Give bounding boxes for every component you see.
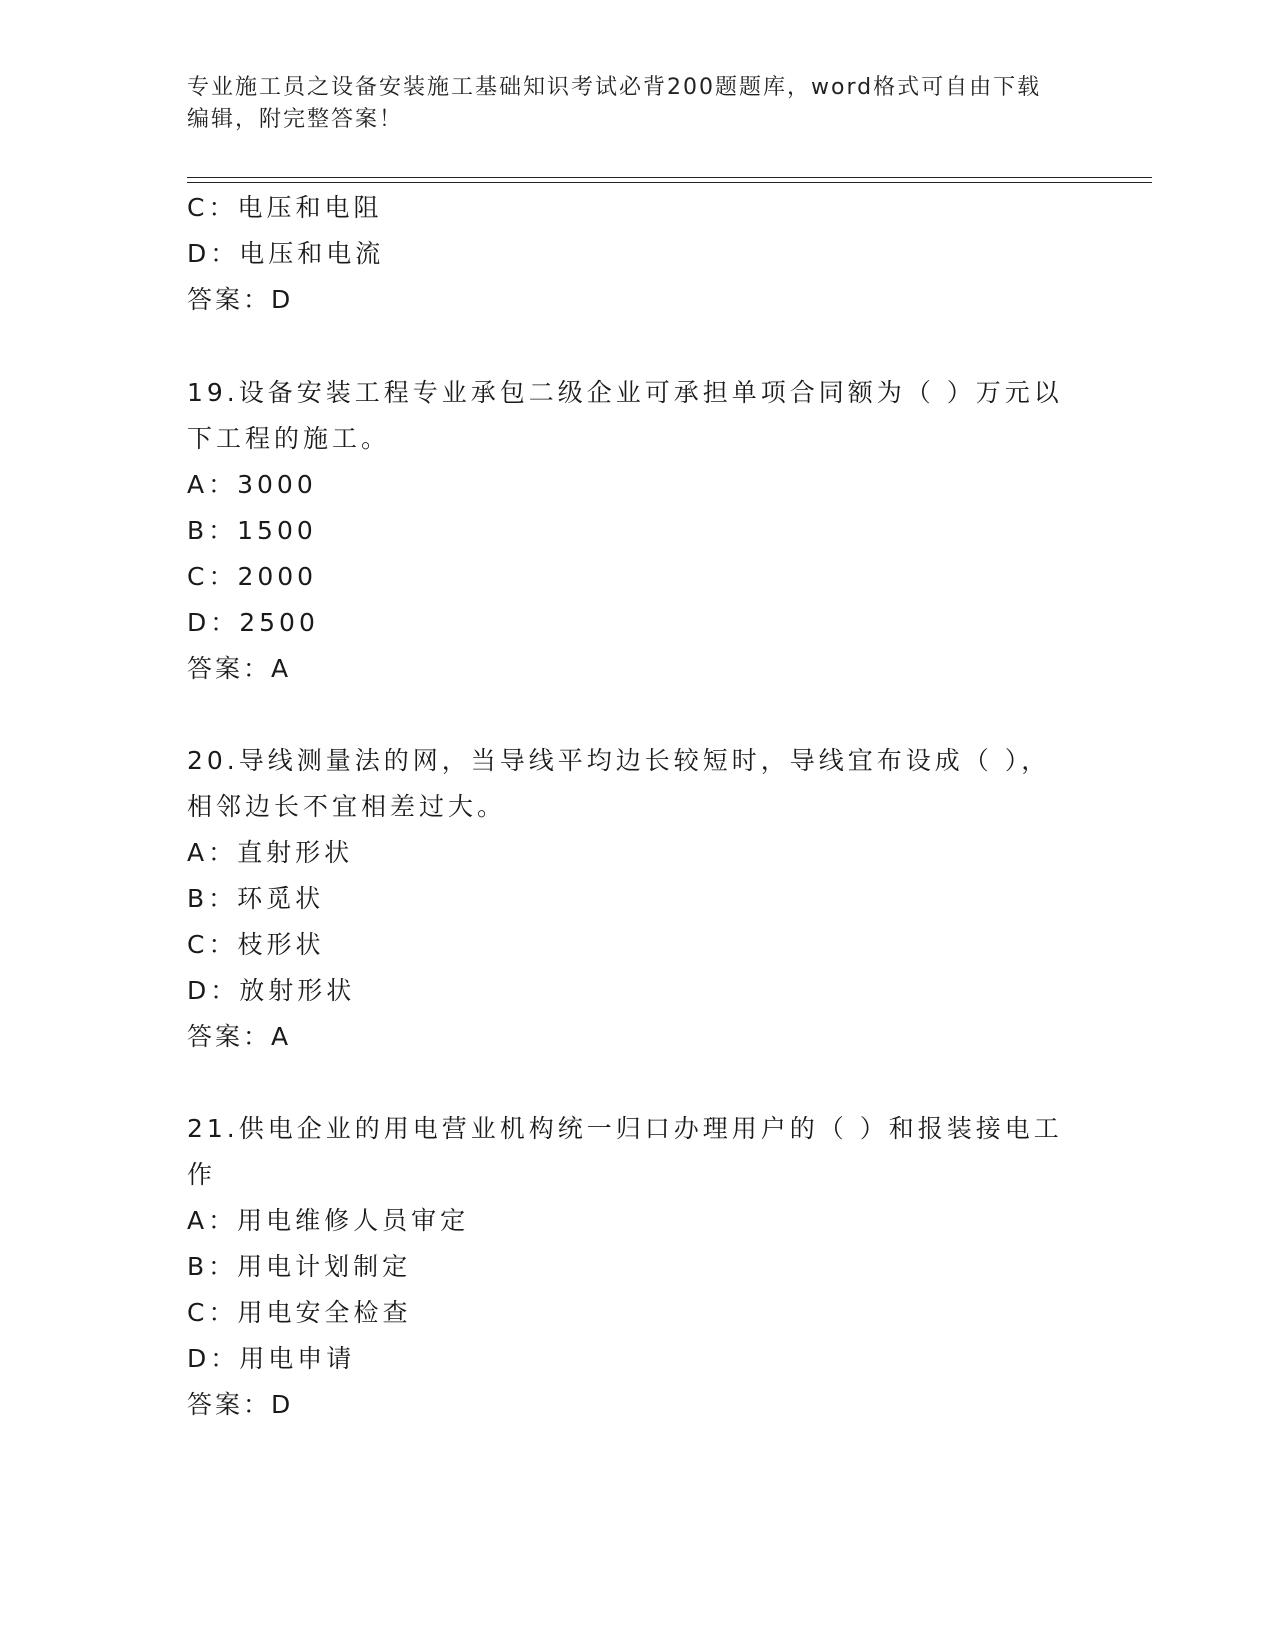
option-b: B：用电计划制定 (187, 1252, 412, 1281)
header-line-1: 专业施工员之设备安装施工基础知识考试必背200题题库，word格式可自由下载 (187, 75, 1042, 100)
option-c: C：2000 (187, 562, 318, 591)
answer-line: 答案：A (187, 654, 292, 683)
option-d: D：电压和电流 (187, 239, 385, 268)
header-divider-bottom (187, 182, 1152, 183)
option-c: C：枝形状 (187, 930, 325, 959)
option-a: A：用电维修人员审定 (187, 1206, 470, 1235)
answer-line: 答案：D (187, 1390, 294, 1419)
option-b: B：1500 (187, 516, 317, 545)
option-b: B：环觅状 (187, 884, 325, 913)
option-a: A：直射形状 (187, 838, 354, 867)
option-c: C：用电安全检查 (187, 1298, 412, 1327)
option-d: D：放射形状 (187, 976, 356, 1005)
question-stem-20: 20.导线测量法的网，当导线平均边长较短时，导线宜布设成（ ）， (187, 746, 1051, 775)
option-d: D：2500 (187, 608, 319, 637)
option-a: A：3000 (187, 470, 317, 499)
header-divider-top (187, 177, 1152, 178)
answer-line: 答案：D (187, 285, 294, 314)
question-stem-20-cont: 相邻边长不宜相差过大。 (187, 792, 507, 821)
question-stem-21-cont: 作 (187, 1160, 217, 1189)
question-stem-19-cont: 下工程的施工。 (187, 424, 391, 453)
page-header (187, 72, 1067, 136)
option-d: D：用电申请 (187, 1344, 356, 1373)
question-stem-19: 19.设备安装工程专业承包二级企业可承担单项合同额为（ ）万元以 (187, 378, 1063, 407)
option-c: C：电压和电阻 (187, 193, 383, 222)
header-line-2: 编辑，附完整答案！ (187, 107, 404, 132)
question-stem-21: 21.供电企业的用电营业机构统一归口办理用户的（ ）和报装接电工 (187, 1114, 1063, 1143)
answer-line: 答案：A (187, 1022, 292, 1051)
